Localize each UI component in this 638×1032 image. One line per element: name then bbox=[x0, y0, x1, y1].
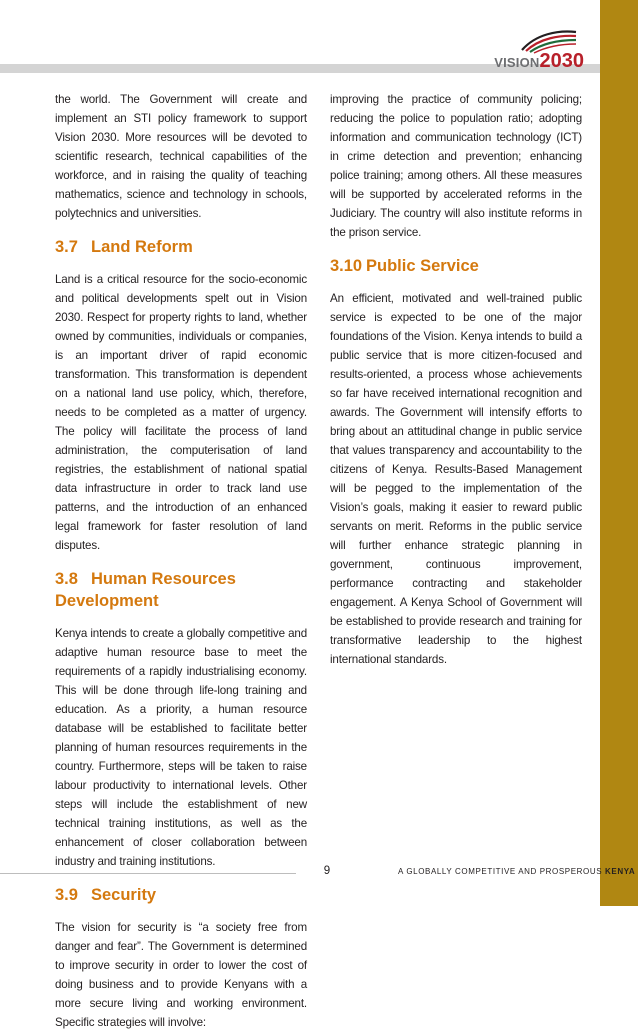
section-number: 3.10 bbox=[330, 257, 363, 275]
tagline-text: A GLOBALLY COMPETITIVE AND PROSPEROUS bbox=[398, 867, 603, 876]
section-number: 3.7 bbox=[55, 238, 78, 256]
human-resources-paragraph: Kenya intends to create a globally competitive and adaptive human resource base to meet the requirements of a rapidly industrialising economy. This will be done through life-long training and education. As a priority, a human resource database will be established to facilitate better planning of human resources requirements in the country. Furthermore, steps will be taken to raise labour productivity to international levels. Other steps will include the establishment of new technical training institutions, as well as the enhancement of closer collaboration between industry and training institutions. bbox=[55, 627, 307, 868]
heading-human-resources bbox=[55, 568, 307, 612]
heading-security bbox=[55, 884, 307, 906]
right-intro-paragraph: improving the practice of community policing; reducing the police to population ratio; adopting information and communication technology (ICT) in crime detection and prevention; enhancing police training; among others. All these measures will be supported by accelerated reforms in the Judiciary. The country will also institute reforms in the prison service. bbox=[330, 93, 582, 239]
section-number: 3.9 bbox=[55, 886, 78, 904]
heading-public-service bbox=[330, 255, 582, 277]
public-service-paragraph: An efficient, motivated and well-trained public service is expected to be one of the major foundations of the Vision. Kenya intends to build a public service that is more citizen-focused and results-oriented, a process whose achievements so far have received international recognition and awards. The Government will intensify efforts to bring about an attitudinal change in public service that values transparency and accountability to the citizens of Kenya. Results-Based Management will be pegged to the implementation of the Vision’s goals, making it easier to reward public servants on merit. Reforms in the public service will further enhance strategic planning in government, continuous improvement, performance contracting and stakeholder engagement. A Kenya School of Government will be established to provide research and training for transformative leadership to the highest international standards. bbox=[330, 292, 582, 666]
section-title: Security bbox=[91, 886, 157, 904]
section-title: Human Resources Development bbox=[55, 570, 236, 610]
security-paragraph: The vision for security is “a society free from danger and fear”. The Government is determined to improve security in order to lower the cost of doing business and to provide Kenyans with a more secure living and working environment. Specific strategies will involve: bbox=[55, 921, 307, 1029]
heading-land-reform bbox=[55, 236, 307, 258]
logo-year-text: 2030 bbox=[539, 50, 584, 72]
logo-wordmark bbox=[494, 51, 584, 71]
side-color-bar bbox=[600, 0, 638, 906]
left-column bbox=[55, 90, 307, 1032]
land-reform-paragraph: Land is a critical resource for the socio-economic and political developments spelt out in Vision 2030. Respect for property rights to land, whether owned by communities, individuals or companies, is an important driver of rapid economic transformation. This transformation is dependent on a national land use policy, which, therefore, needs to be completed as a matter of urgency. The policy will facilitate the process of land administration, the computerisation of land registries, the establishment of national spatial data infrastructure in order to track land use patterns, and the introduction of an enhanced legal framework for faster resolution of land disputes. bbox=[55, 273, 307, 552]
right-column bbox=[330, 90, 582, 669]
footer-rule bbox=[0, 873, 296, 874]
section-number: 3.8 bbox=[55, 570, 78, 588]
vision-2030-logo bbox=[480, 28, 592, 76]
section-title: Land Reform bbox=[91, 238, 193, 256]
left-intro-paragraph: the world. The Government will create and implement an STI policy framework to support Vision 2030. More resources will be devoted to scientific research, technical capabilities of the workforce, and in raising the quality of teaching mathematics, science and technology in schools, polytechnics and universities. bbox=[55, 93, 307, 220]
section-title: Public Service bbox=[366, 257, 479, 275]
page-number: 9 bbox=[323, 865, 331, 877]
logo-vision-text: VISION bbox=[494, 55, 540, 70]
footer-tagline bbox=[398, 867, 636, 876]
tagline-kenya: KENYA bbox=[605, 867, 636, 876]
